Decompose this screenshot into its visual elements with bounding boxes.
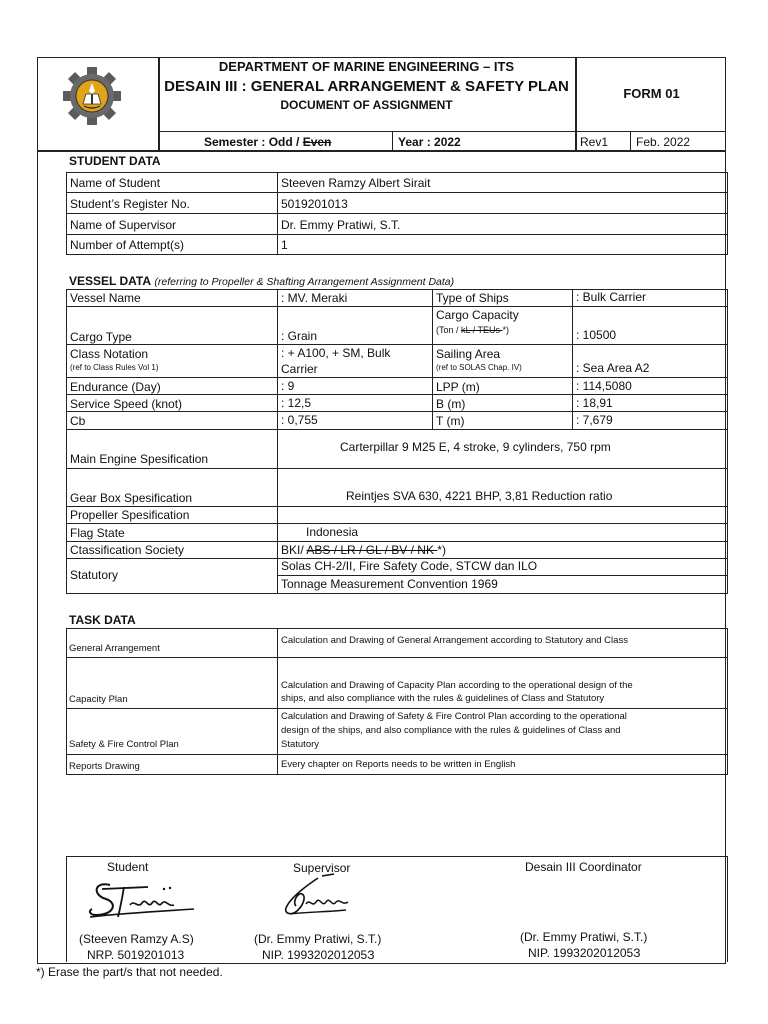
main-engine-label: Main Engine Spesification xyxy=(70,452,209,466)
revision: Rev1 xyxy=(580,135,609,149)
propeller-label: Propeller Spesification xyxy=(70,508,190,522)
vessel-section-title xyxy=(69,274,454,289)
service-speed-value: : 12,5 xyxy=(281,396,312,410)
endurance-value: : 9 xyxy=(281,379,295,393)
sailing-area-label: Sailing Area xyxy=(436,347,501,361)
task-section-title: TASK DATA xyxy=(69,613,136,627)
student-section-title: STUDENT DATA xyxy=(69,154,161,168)
statutory-value-1: Solas CH-2/II, Fire Safety Code, STCW dan ILO xyxy=(281,559,538,573)
sailing-area-value: : Sea Area A2 xyxy=(576,361,650,375)
task-general-arrangement-label: General Arrangement xyxy=(69,643,160,654)
coordinator-signature-name: (Dr. Emmy Pratiwi, S.T.) xyxy=(520,930,648,944)
its-logo xyxy=(62,66,122,126)
breadth-label: B (m) xyxy=(436,397,466,411)
task-capacity-plan-desc-2: ships, and also compliance with the rules & guidelines of Class and Statutory xyxy=(281,693,605,704)
attempts-label: Number of Attempt(s) xyxy=(70,238,185,252)
statutory-label: Statutory xyxy=(70,568,119,582)
header-title: DESAIN III : GENERAL ARRANGEMENT & SAFETY PLAN xyxy=(164,78,569,95)
cargo-type-label: Cargo Type xyxy=(70,330,132,344)
cargo-capacity-label: Cargo Capacity xyxy=(436,308,519,322)
supervisor-name-label: Name of Supervisor xyxy=(70,218,177,232)
ship-type-label: Type of Ships xyxy=(436,291,509,305)
cargo-type-value: : Grain xyxy=(281,329,318,343)
coordinator-nip: NIP. 199320201205З xyxy=(528,946,641,960)
breadth-value: : 18,91 xyxy=(576,396,613,410)
form-number: FORM 01 xyxy=(623,86,680,101)
task-capacity-plan-label: Capacity Plan xyxy=(69,694,128,705)
draft-value: : 7,679 xyxy=(576,413,613,427)
supervisor-signature-title: Supervisor xyxy=(293,861,351,875)
supervisor-nip: NIP. 199320201205З xyxy=(262,948,375,962)
vessel-name-value: : MV. Meraki xyxy=(281,291,348,305)
student-name-value: Steeven Ramzy Albert Sirait xyxy=(281,176,431,190)
student-signature xyxy=(84,875,199,925)
class-society-label: Ctassification Society xyxy=(70,543,185,557)
supervisor-name-value: Dr. Emmy Pratiwi, S.T. xyxy=(281,218,401,232)
endurance-label: Endurance (Day) xyxy=(70,380,161,394)
cargo-capacity-unit: (Ton / kL / TEUs *) xyxy=(436,325,510,335)
class-society-value: BKI/ ABS / LR / GL / BV / NK *) xyxy=(281,543,446,557)
class-notation-value-1: : + A100, + SM, Bulk xyxy=(281,346,391,360)
header-subtitle: DOCUMENT OF ASSIGNMENT xyxy=(280,98,453,112)
coordinator-signature-title: Desain III Coordinator xyxy=(525,860,642,874)
header-department: DEPARTMENT OF MARINE ENGINEERING – ITS xyxy=(218,59,515,74)
supervisor-signature xyxy=(276,872,361,922)
task-safety-plan-desc-1: Calculation and Drawing of Safety & Fire Control Plan according to the operational xyxy=(281,711,627,722)
lpp-value: : 114,5080 xyxy=(576,379,632,393)
student-nrp: NRP. 5019201013 xyxy=(87,948,185,962)
task-safety-plan-desc-2: design of the ships, and also compliance with the rules & guidelines of Class and xyxy=(281,725,621,736)
cargo-capacity-value: : 10500 xyxy=(576,328,617,342)
student-register-value: 5019201013 xyxy=(281,197,348,211)
semester-field xyxy=(204,135,331,149)
header-bottom-rule xyxy=(37,150,726,152)
footnote: *) Erase the part/s that not needed. xyxy=(36,965,223,979)
sailing-area-ref: (ref to SOLAS Chap. IV) xyxy=(436,363,522,372)
flag-state-label: Flag State xyxy=(70,526,125,540)
lpp-label: LPP (m) xyxy=(436,380,480,394)
gearbox-label: Gear Box Spesification xyxy=(70,491,193,505)
semester-label: Semester : Odd / xyxy=(204,135,303,149)
student-name-label: Name of Student xyxy=(70,176,161,190)
vessel-name-label: Vessel Name xyxy=(70,291,141,305)
attempts-value: 1 xyxy=(281,238,288,252)
student-signature-name: (Steeven Ramzy A.S) xyxy=(79,932,194,946)
header-divider-rev xyxy=(630,131,631,150)
flag-state-value: Indonesia xyxy=(306,525,359,539)
semester-struck: Even xyxy=(302,135,332,149)
student-register-label: Student’s Register No. xyxy=(70,197,190,211)
cb-label: Cb xyxy=(70,414,86,428)
revision-date: Feb. 2022 xyxy=(636,135,691,149)
service-speed-label: Service Speed (knot) xyxy=(70,397,183,411)
cb-value: : 0,755 xyxy=(281,413,318,427)
header-rule xyxy=(158,131,726,132)
task-safety-plan-desc-3: Statutory xyxy=(281,739,320,750)
task-safety-plan-label: Safety & Fire Control Plan xyxy=(69,739,179,750)
vessel-title: VESSEL DATA xyxy=(69,274,152,288)
ship-type-value: : Bulk Carrier xyxy=(576,290,647,304)
class-notation-label: Class Notation xyxy=(70,347,149,361)
header-divider-form xyxy=(575,57,577,150)
task-reports-desc: Every chapter on Reports needs to be written in English xyxy=(281,759,516,770)
task-reports-label: Reports Drawing xyxy=(69,761,140,772)
task-general-arrangement-desc: Calculation and Drawing of General Arrangement according to Statutory and Class xyxy=(281,635,628,646)
class-notation-value-2: Carrier xyxy=(281,362,318,376)
draft-label: T (m) xyxy=(436,414,465,428)
vessel-title-note: (referring to Propeller & Shafting Arrangement Assignment Data) xyxy=(154,276,455,288)
year-field: Year : 2022 xyxy=(398,135,461,149)
class-notation-ref: (ref to Class Rules Vol 1) xyxy=(70,363,159,372)
gearbox-value: Reintjes SVA 630, 4221 BHP, 3,81 Reduction ratio xyxy=(346,489,613,503)
supervisor-signature-name: (Dr. Emmy Pratiwi, S.T.) xyxy=(254,932,382,946)
task-capacity-plan-desc-1: Calculation and Drawing of Capacity Plan according to the operational design of the xyxy=(281,680,633,691)
statutory-value-2: Tonnage Measurement Convention 1969 xyxy=(281,577,498,591)
main-engine-value: Carterpillar 9 M25 E, 4 stroke, 9 cylinders, 750 rpm xyxy=(340,440,611,454)
student-signature-title: Student xyxy=(107,860,149,874)
header-divider-year xyxy=(392,131,393,150)
